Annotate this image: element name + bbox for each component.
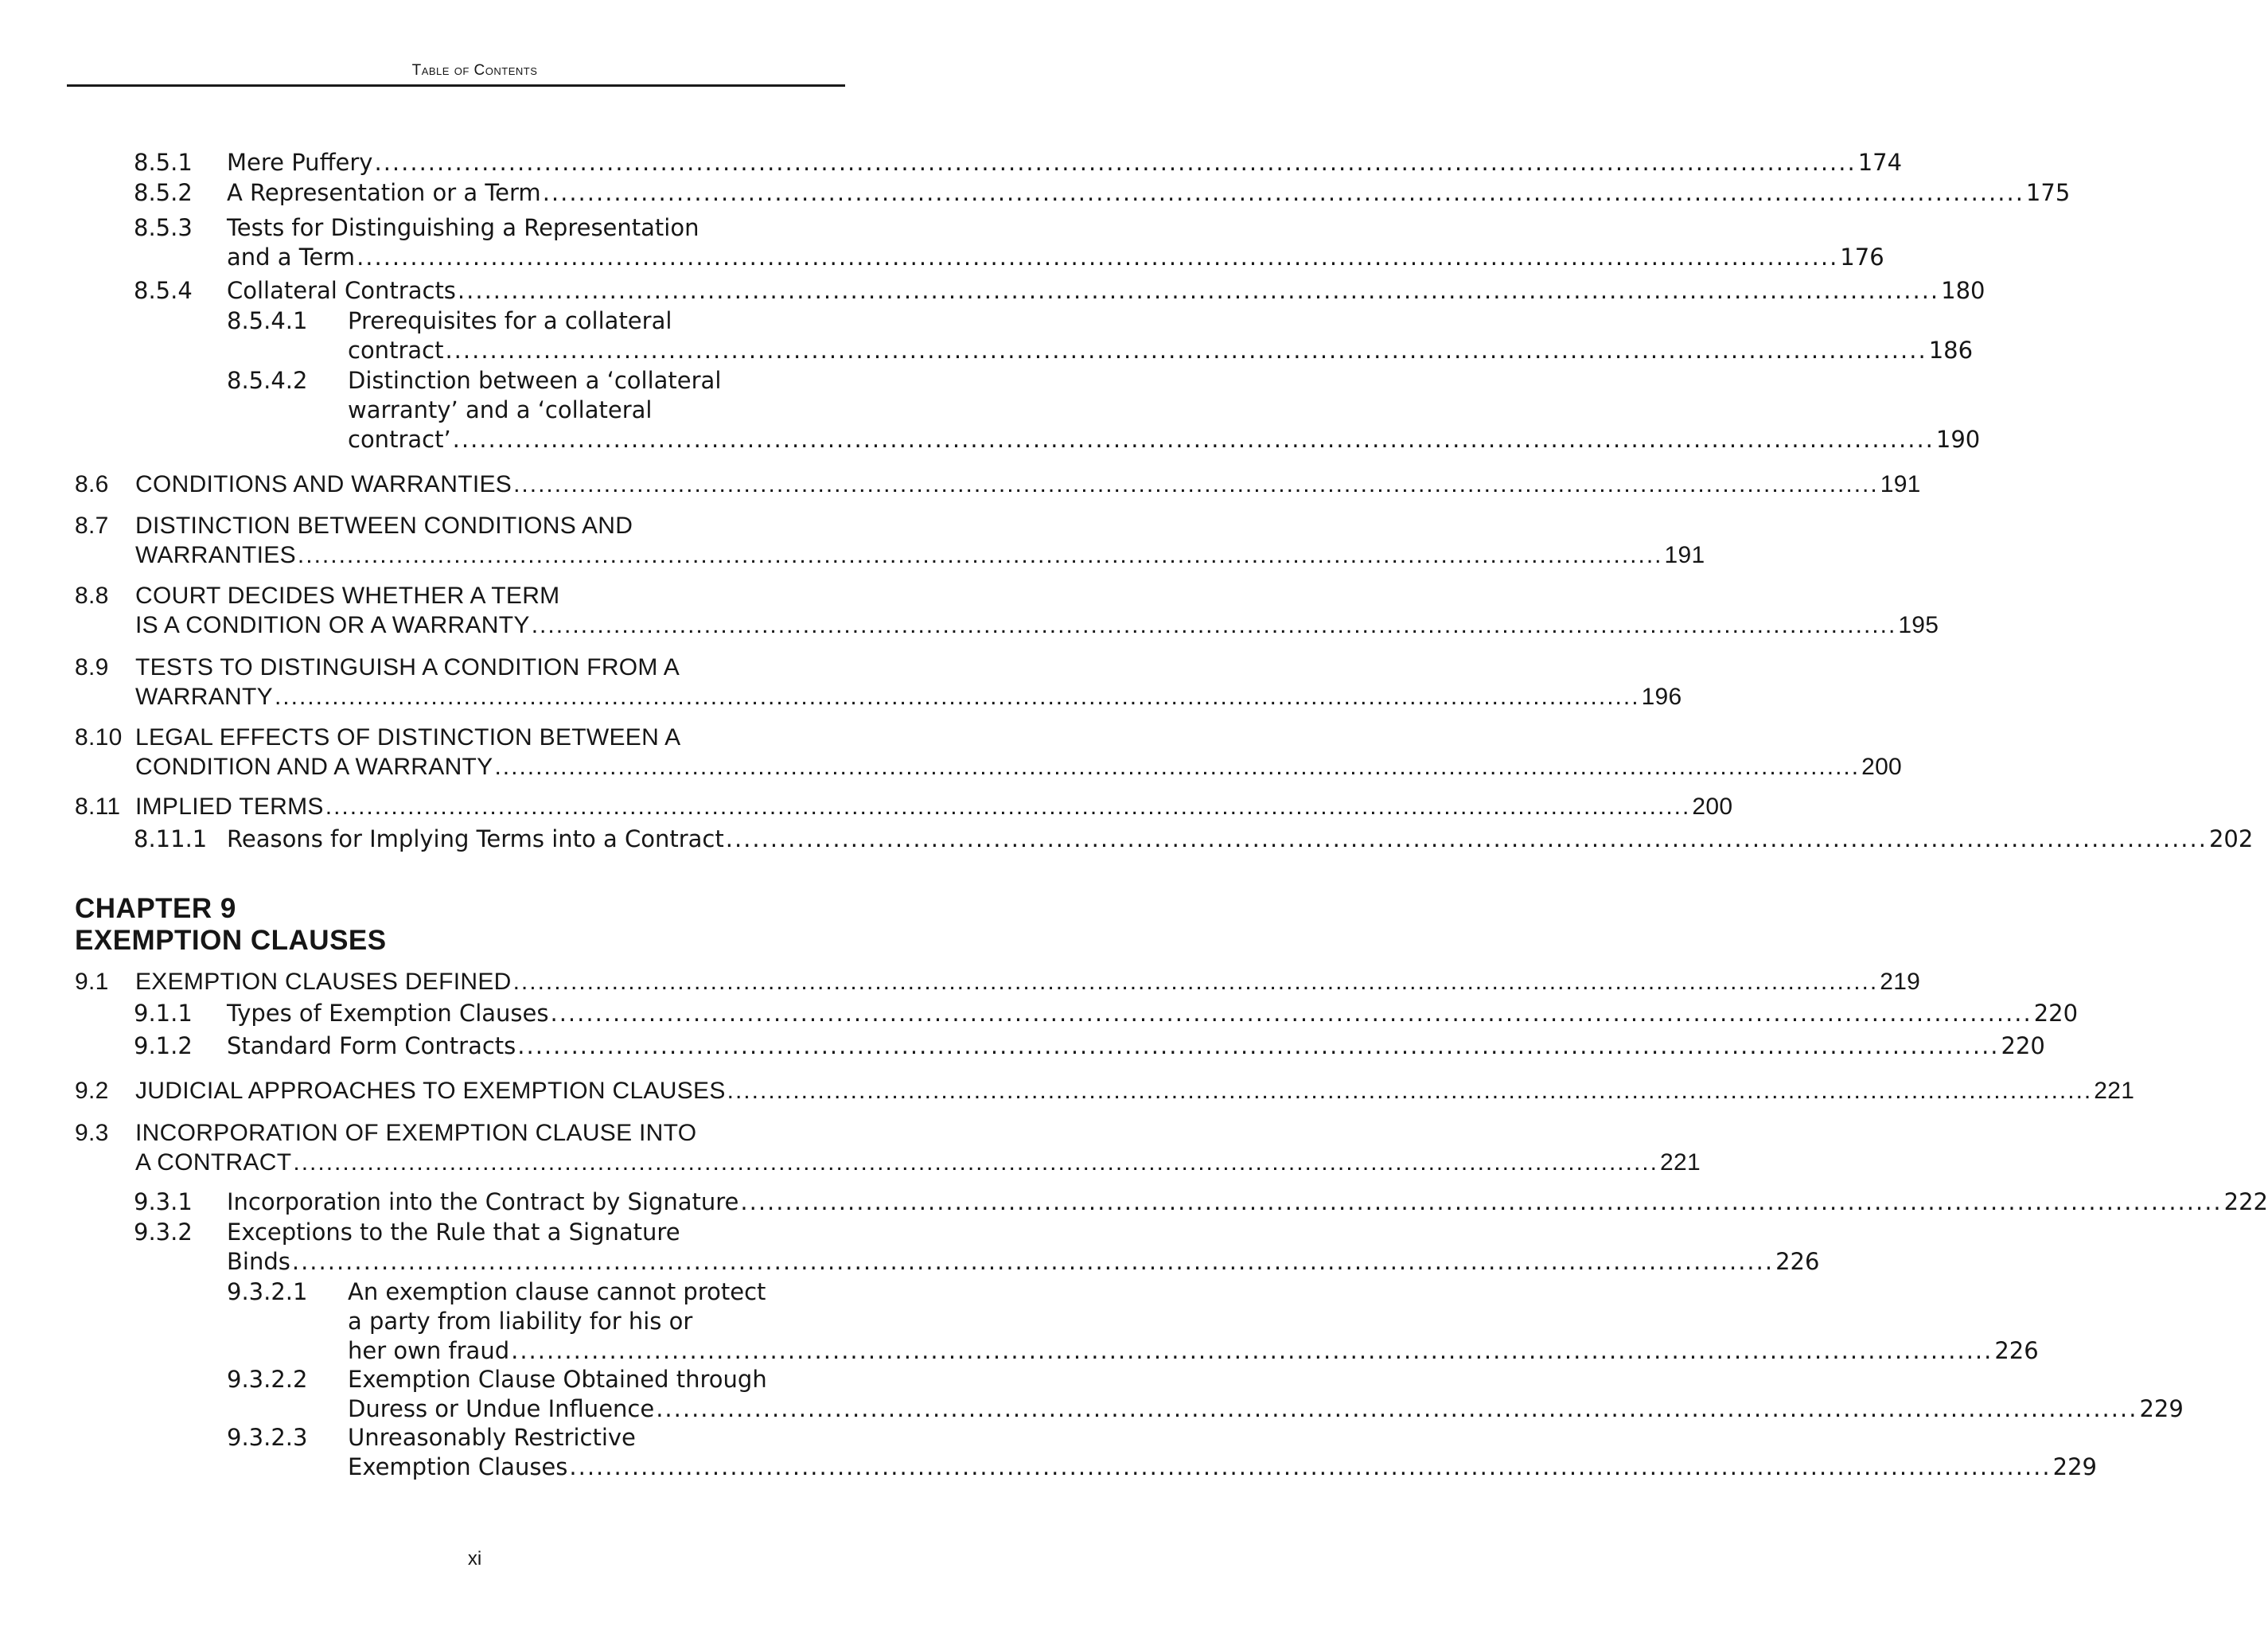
toc-entry-title (135, 653, 1682, 712)
toc-entry (227, 1365, 2184, 1424)
toc-entry-line (227, 243, 1884, 272)
toc-entry-text: warranty’ and a ‘collateral (348, 396, 653, 423)
toc-entry-line (135, 1148, 1701, 1177)
toc-entry-line (348, 1336, 2039, 1366)
toc-entry (134, 1218, 1820, 1277)
dot-leader (517, 1031, 1999, 1061)
dot-leader (511, 1336, 1993, 1366)
toc-page-number: 221 (1659, 1149, 1701, 1176)
toc-entry-text: Distinction between a ‘collateral (348, 367, 722, 394)
toc-entry-text: Tests for Distinguishing a Representation (227, 214, 699, 241)
toc-entry-number: 9.3.2.1 (227, 1278, 308, 1305)
dot-leader (513, 967, 1879, 996)
toc-entry (134, 178, 2071, 208)
toc-entry-line (227, 276, 1985, 306)
toc-entry-number: 8.6 (75, 471, 109, 497)
toc-page-number: 200 (1692, 794, 1733, 820)
toc-entry-line (135, 581, 1939, 610)
toc-entry-title (135, 792, 1732, 821)
toc-entry-number: 9.3.1 (134, 1188, 193, 1215)
toc-entry-text: LEGAL EFFECTS OF DISTINCTION BETWEEN A (135, 724, 681, 751)
toc-entry-title (227, 999, 2078, 1028)
toc-entry-title (348, 366, 1980, 454)
dot-leader (532, 610, 1897, 640)
toc-entry (134, 1187, 2268, 1217)
toc-entry-line (227, 1247, 1819, 1277)
dot-leader (726, 825, 2208, 854)
toc-entry-title (227, 276, 1985, 306)
toc-entry-text: Incorporation into the Contract by Signature (227, 1188, 739, 1215)
toc-page-number: 175 (2025, 179, 2071, 206)
dot-leader (325, 792, 1691, 821)
toc-entry-number: 8.11.1 (134, 825, 208, 852)
dot-leader (275, 682, 1640, 712)
toc-entry (134, 1031, 2045, 1061)
chapter-title: EXEMPTION CLAUSES (75, 925, 387, 956)
toc-entry-text: JUDICIAL APPROACHES TO EXEMPTION CLAUSES (135, 1078, 726, 1104)
toc-entry-text: CONDITIONS AND WARRANTIES (135, 471, 512, 497)
toc-entry-number: 8.5.3 (134, 214, 193, 241)
toc-entry-line (135, 540, 1705, 570)
toc-entry-line (135, 1076, 2134, 1106)
toc-entry-line (227, 148, 1902, 177)
toc-entry-title (227, 1218, 1819, 1277)
toc-page-number: 180 (1941, 277, 1985, 304)
toc-page-number: 219 (1880, 969, 1921, 995)
dot-leader (494, 752, 1860, 782)
toc-entry-line (348, 1423, 2097, 1453)
toc-entry-line (348, 1277, 2039, 1307)
toc-entry-title (135, 1118, 1701, 1177)
toc-entry-line (227, 1031, 2045, 1061)
toc-entry-line (135, 1118, 1701, 1148)
toc-page-number: 226 (1775, 1248, 1820, 1275)
toc-entry-line (227, 178, 2070, 208)
dot-leader (656, 1394, 2137, 1424)
toc-entry-text: Prerequisites for a collateral (348, 307, 672, 334)
toc-entry-text: IMPLIED TERMS (135, 794, 324, 820)
toc-entry-text: COURT DECIDES WHETHER A TERM (135, 583, 560, 609)
toc-entry (75, 723, 1903, 782)
dot-leader (569, 1453, 2051, 1482)
toc-entry-text: A CONTRACT (135, 1149, 292, 1176)
toc-entry (75, 581, 1939, 640)
toc-entry-line (135, 610, 1939, 640)
toc-page-number: 176 (1840, 244, 1884, 271)
toc-entry-text: Exceptions to the Rule that a Signature (227, 1219, 680, 1246)
toc-entry-line (227, 825, 2253, 854)
toc-entry-title (348, 306, 1973, 365)
chapter-heading (75, 893, 387, 957)
dot-leader (513, 470, 1879, 499)
toc-entry-title (135, 581, 1939, 640)
toc-entry-number: 8.10 (75, 724, 123, 751)
toc-page-number: 200 (1861, 754, 1903, 780)
toc-entry-title (135, 967, 1920, 996)
dot-leader (293, 1148, 1658, 1177)
toc-entry-text: CONDITION AND A WARRANTY (135, 754, 493, 780)
toc-entry-number: 9.3 (75, 1120, 109, 1146)
dot-leader (445, 336, 1927, 365)
toc-page-number: 191 (1880, 471, 1921, 497)
toc-entry (75, 470, 1921, 499)
toc-page-number: 186 (1928, 337, 1974, 364)
toc-entry-title (227, 1031, 2045, 1061)
dot-leader (458, 276, 1939, 306)
toc-entry-text: A Representation or a Term (227, 179, 541, 206)
toc-entry-number: 9.3.2 (134, 1219, 193, 1246)
toc-entry-line (348, 425, 1980, 454)
toc-entry-line (227, 213, 1884, 243)
toc-entry-text: WARRANTY (135, 684, 273, 710)
toc-entry-text: a party from liability for his or (348, 1308, 693, 1335)
toc-entry-number: 8.5.4 (134, 277, 193, 304)
toc-entry-title (135, 723, 1902, 782)
toc-entry-line (348, 1394, 2184, 1424)
toc-entry-text: contract’ (348, 426, 451, 453)
toc-entry-number: 9.1.1 (134, 1000, 193, 1027)
toc-entry-text: WARRANTIES (135, 542, 296, 568)
toc-entry-line (348, 306, 1973, 336)
toc-entry (75, 967, 1921, 996)
toc-page-number: 220 (2033, 1000, 2079, 1027)
toc-entry-title (135, 511, 1705, 570)
toc-entry-number: 9.1.2 (134, 1032, 193, 1059)
toc-entry-text: TESTS TO DISTINGUISH A CONDITION FROM A (135, 654, 680, 680)
toc-entry-line (348, 1365, 2184, 1394)
toc-entry-number: 8.11 (75, 794, 121, 820)
toc-entry-text: Mere Puffery (227, 149, 373, 176)
toc-entry-number: 8.5.2 (134, 179, 193, 206)
toc-entry (227, 1423, 2097, 1482)
toc-entry-text: Reasons for Implying Terms into a Contract (227, 825, 724, 852)
toc-entry-text: INCORPORATION OF EXEMPTION CLAUSE INTO (135, 1120, 697, 1146)
toc-page-number: 174 (1857, 149, 1903, 176)
toc-entry-text: An exemption clause cannot protect (348, 1278, 766, 1305)
dot-leader (543, 178, 2024, 208)
page-number: xi (467, 1548, 482, 1570)
toc-entry-line (135, 511, 1705, 540)
toc-page-number: 226 (1994, 1337, 2039, 1364)
toc-entry-title (227, 1187, 2268, 1217)
dot-leader (298, 540, 1663, 570)
toc-entry-title (227, 178, 2070, 208)
toc-entry-text: Duress or Undue Influence (348, 1395, 655, 1422)
toc-entry-text: Exemption Clauses (348, 1453, 568, 1480)
toc-entry-title (348, 1423, 2097, 1482)
toc-entry-number: 9.3.2.2 (227, 1366, 308, 1393)
toc-entry-line (135, 723, 1902, 752)
toc-entry-line (348, 366, 1980, 396)
toc-page-number: 220 (2001, 1032, 2045, 1059)
toc-entry-line (227, 1187, 2268, 1217)
toc-entry-line (135, 682, 1682, 712)
toc-entry-number: 9.1 (75, 969, 109, 995)
dot-leader (727, 1076, 2093, 1106)
toc-entry-title (227, 148, 1902, 177)
toc-page-number: 190 (1935, 426, 1981, 453)
toc-entry-line (135, 792, 1732, 821)
toc-entry-text: and a Term (227, 244, 356, 271)
toc-entry (75, 792, 1733, 821)
dot-leader (292, 1247, 1774, 1277)
toc-entry-number: 8.5.4.1 (227, 307, 308, 334)
toc-page-number: 229 (2052, 1453, 2097, 1480)
dot-leader (357, 243, 1838, 272)
toc-entry (134, 999, 2079, 1028)
toc-page-number: 221 (2094, 1078, 2135, 1104)
toc-entry (134, 276, 1985, 306)
dot-leader (551, 999, 2032, 1028)
toc-entry-number: 9.3.2.3 (227, 1424, 308, 1451)
toc-entry (134, 148, 1903, 177)
dot-leader (453, 425, 1935, 454)
toc-entry-number: 8.8 (75, 583, 109, 609)
toc-entry (227, 1277, 2039, 1366)
toc-entry-text: EXEMPTION CLAUSES DEFINED (135, 969, 512, 995)
toc-entry-number: 9.2 (75, 1078, 109, 1104)
toc-entry-line (135, 752, 1902, 782)
toc-page-number: 191 (1664, 542, 1705, 568)
toc-entry-title (227, 213, 1884, 272)
toc-entry-text: Exemption Clause Obtained through (348, 1366, 767, 1393)
toc-entry-number: 8.7 (75, 513, 109, 539)
toc-page-number: 202 (2208, 825, 2254, 852)
toc-page-number: 196 (1641, 684, 1682, 710)
toc-entry-text: Types of Exemption Clauses (227, 1000, 549, 1027)
running-header: Table of Contents (411, 62, 538, 79)
toc-entry-line (135, 470, 1921, 499)
toc-entry (227, 306, 1974, 365)
toc-entry-text: contract (348, 337, 444, 364)
toc-entry-line (348, 1307, 2039, 1336)
toc-entry-title (135, 470, 1921, 499)
toc-entry-line (135, 967, 1920, 996)
toc-entry-text: IS A CONDITION OR A WARRANTY (135, 612, 530, 638)
toc-page-number: 229 (2139, 1395, 2184, 1422)
toc-entry-text: Standard Form Contracts (227, 1032, 516, 1059)
toc-entry-line (348, 1453, 2097, 1482)
toc-entry-number: 8.5.1 (134, 149, 193, 176)
toc-page-number: 195 (1898, 612, 1939, 638)
toc-entry-line (348, 336, 1973, 365)
toc-entry (75, 511, 1705, 570)
toc-entry (134, 213, 1884, 272)
toc-entry-number: 8.9 (75, 654, 109, 680)
toc-entry (75, 1118, 1701, 1177)
toc-entry-line (227, 1218, 1819, 1247)
toc-entry-line (348, 396, 1980, 425)
toc-entry (75, 1076, 2135, 1106)
toc-entry-text: Collateral Contracts (227, 277, 456, 304)
toc-entry-title (348, 1277, 2039, 1366)
toc-entry-text: Unreasonably Restrictive (348, 1424, 636, 1451)
toc-entry (134, 825, 2254, 854)
toc-entry-number: 8.5.4.2 (227, 367, 308, 394)
chapter-label: CHAPTER 9 (75, 893, 236, 924)
toc-entry-text: Binds (227, 1248, 290, 1275)
toc-entry-text: DISTINCTION BETWEEN CONDITIONS AND (135, 513, 633, 539)
toc-entry-title (348, 1365, 2184, 1424)
toc-entry-title (135, 1076, 2134, 1106)
dot-leader (374, 148, 1856, 177)
toc-entry-line (227, 999, 2078, 1028)
dot-leader (740, 1187, 2222, 1217)
toc-entry (75, 653, 1682, 712)
header-rule (67, 84, 845, 87)
toc-page-number: 222 (2223, 1188, 2268, 1215)
toc-entry-line (135, 653, 1682, 682)
toc-entry-title (227, 825, 2253, 854)
toc-entry (227, 366, 1981, 454)
toc-entry-text: her own fraud (348, 1337, 510, 1364)
